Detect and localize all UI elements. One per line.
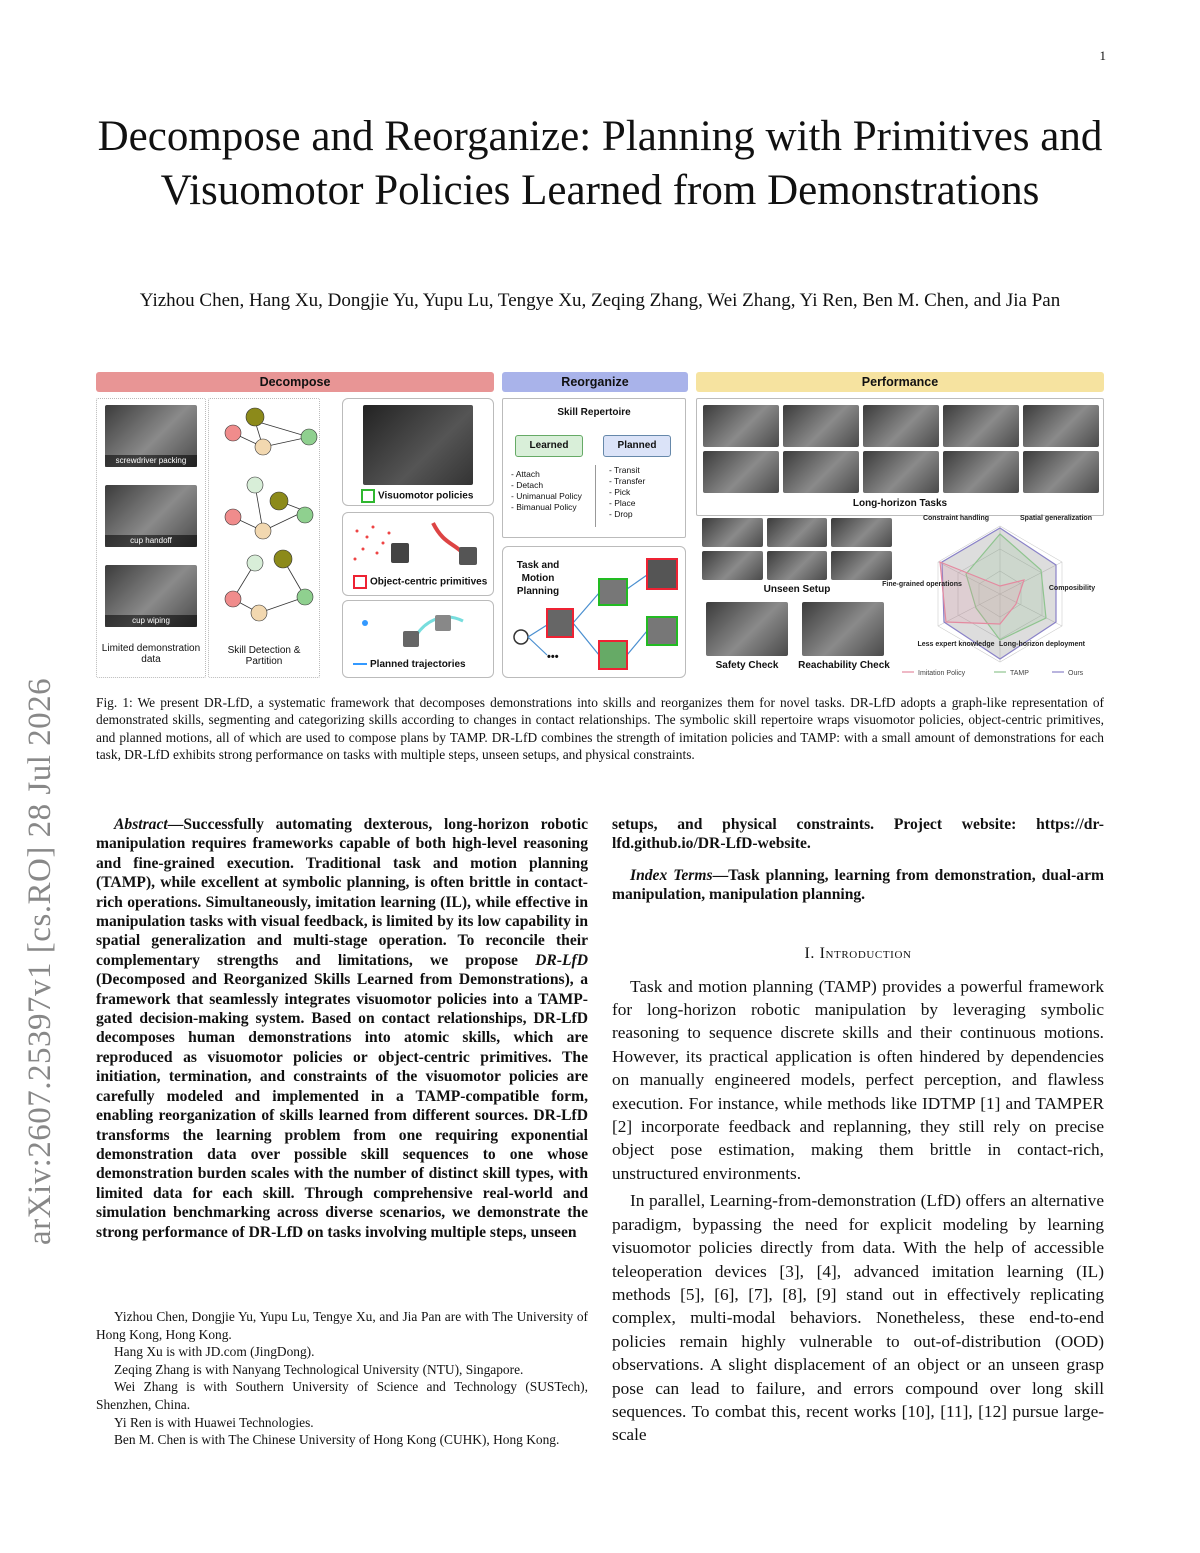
radar-axis-label: Composibility: [1048, 585, 1096, 592]
method-name: DR-LfD: [535, 951, 588, 969]
footnote: Ben M. Chen is with The Chinese University of Hong Kong (CUHK), Hong Kong.: [114, 1432, 560, 1448]
footnotes: [96, 1308, 588, 1449]
unseen-photo: [767, 551, 828, 580]
task-grid: [703, 405, 1099, 493]
learned-badge: Learned: [515, 435, 583, 457]
task-photo: [863, 405, 939, 447]
decompose-header: Decompose: [96, 372, 494, 392]
legend-tamp: TAMP: [1010, 670, 1029, 677]
left-column: [96, 815, 588, 1242]
task-photo: [863, 451, 939, 493]
unseen-photo: [702, 518, 763, 547]
demo-photo: screwdriver packing: [105, 405, 197, 467]
reorganize-header: Reorganize: [502, 372, 688, 392]
divider: [595, 465, 596, 527]
demo-photo: cup wiping: [105, 565, 197, 627]
primitives-label: Object-centric primitives: [353, 575, 487, 589]
abstract-continued: setups, and physical constraints. Project website: https://dr-lfd.github.io/DR-LfD-website.: [612, 816, 1104, 853]
paper-title: Decompose and Reorganize: Planning with Primitives and Visuomotor Policies Learned from Demonstrations: [97, 113, 1103, 214]
task-photo: [703, 451, 779, 493]
radar-chart: [882, 514, 1104, 678]
radar-axis-label: Long-horizon deployment: [999, 641, 1085, 648]
task-photo: [1023, 405, 1099, 447]
trajectory-sketch: [343, 601, 493, 657]
learned-list: - Attach - Detach - Unimanual Policy - Bimanual Policy: [511, 469, 582, 512]
radar-axis-label: Fine-grained operations: [882, 581, 962, 588]
legend-ours: Ours: [1068, 670, 1084, 677]
reorganize-panel: [502, 372, 688, 678]
red-square-icon: [353, 575, 367, 589]
tamp-box: [502, 546, 686, 678]
index-terms: Index Terms—Task planning, learning from demonstration, dual-arm manipulation, manipulation planning.: [612, 866, 1104, 904]
task-photo: [783, 451, 859, 493]
long-horizon-label: Long-horizon Tasks: [852, 498, 948, 509]
arxiv-stamp: arXiv:2607.25397v1 [cs.RO] 28 Jul 2026: [22, 677, 58, 1245]
skill-graph: [209, 399, 319, 629]
limited-data-label: Limited demonstration data: [101, 643, 201, 665]
demo-photo: cup handoff: [105, 485, 197, 547]
section-heading: I. Introduction: [804, 944, 912, 962]
unseen-grid: [702, 518, 892, 580]
reachability-label: Reachability Check: [798, 660, 890, 671]
skill-graph-box: [208, 398, 320, 678]
skill-detection-label: Skill Detection & Partition: [227, 645, 301, 667]
task-photo: [943, 451, 1019, 493]
abstract-lead: Abstract: [114, 816, 168, 833]
performance-header: Performance: [696, 372, 1104, 392]
intro-paragraph: Task and motion planning (TAMP) provides a powerful framework for long-horizon robotic manipulation by leveraging symbolic reasoning to sequence discrete skills and their continuous motions. However, its practical application is often hindered by dependencies on manually engineered models, perfect perception, and flawless execution. For instance, while methods like IDTMP [1] and TAMPER [2] incorporate feedback and replanning, they still rely on precise object pose estimation, making them brittle in contact-rich, unstructured environments.: [612, 976, 1104, 1183]
footnote: Zeqing Zhang is with Nanyang Technological University (NTU), Singapore.: [114, 1361, 524, 1377]
reachability-photo: [802, 602, 884, 656]
task-photo: [703, 405, 779, 447]
line-icon: [353, 663, 367, 665]
primitives-box: [342, 512, 494, 596]
safety-label: Safety Check: [715, 660, 779, 671]
figure-caption: Fig. 1: We present DR-LfD, a systematic framework that decomposes demonstrations into skills and reorganizes them for novel tasks. DR-LfD adopts a graph-like representation of demonstrated skills, segmenting and categorizing skills according to changes in contact relationships. The symbolic skill repertoire wraps visuomotor policies, object-centric primitives, and planned motions, all of which are used to compose plans by TAMP. DR-LfD combines the strength of imitation policies and TAMP: with a small amount of demonstrations for each task, DR-LfD exhibits strong performance on tasks with multiple steps, unseen setups, and physical constraints.: [96, 695, 1104, 762]
unseen-photo: [767, 518, 828, 547]
long-horizon-box: [696, 398, 1104, 516]
skill-repertoire-box: [502, 398, 686, 538]
footnote: Wei Zhang is with Southern University of Science and Technology (SUSTech), Shenzhen, China.: [96, 1379, 588, 1412]
unseen-photo: [831, 518, 892, 547]
visuomotor-label: Visuomotor policies: [361, 489, 473, 503]
abstract: Abstract—Successfully automating dexterous, long-horizon robotic manipulation requires frameworks capable of both high-level reasoning and fine-grained execution. Traditional task and motion planning (TAMP), while excellent at symbolic planning, is often brittle in contact-rich operations. Simultaneously, imitation learning (IL), while effective in manipulation tasks with visual feedback, is limited by its low capability in spatial generalization and multi-stage operation. To reconcile their complementary strengths and limitations, we propose DR-LfD (Decomposed and Reorganized Skills Learned from Demonstrations), a framework that seamlessly integrates visuomotor policies into a TAMP-gated decision-making system. Based on contact relationships, DR-LfD decomposes human demonstrations into atomic skills, which are reproduced as visuomotor policies or object-centric primitives. The initiation, termination, and constraints of the visuomotor policies are carefully modeled and implemented in a TAMP-compatible form, enabling reorganization of skills learned from different sources. DR-LfD transforms the learning problem from one requiring exponential demonstration data over possible skill sequences to one whose demonstration burden scales with the number of distinct skill types, with limited data for each skill. Through comprehensive real-world and simulation benchmarking across diverse scenarios, we demonstrate the strong performance of DR-LfD on tasks involving multiple steps, unseen: [96, 816, 588, 1241]
repertoire-title: Skill Repertoire: [557, 407, 631, 418]
task-photo: [943, 405, 1019, 447]
intro-paragraph: In parallel, Learning-from-demonstration (LfD) offers an alternative paradigm, bypassing the need for explicit modeling by learning visuomotor policies directly from data. With the help of accessible teleoperation devices [3], [4], advanced imitation learning (IL) methods [5], [6], [7], [8], [9] stand out in effectively replicating complex, multi-modal behaviors. Nonetheless, these end-to-end policies remain highly vulnerable to out-of-distribution (OOD) observations. A slight displacement of an object or an unseen grasp pose can lead to failure, and errors compound over long skill sequences. To combat this, recent works [10], [11], [12] pursue large-scale: [612, 1191, 1104, 1445]
task-photo: [783, 405, 859, 447]
trajectories-box: [342, 600, 494, 678]
radar-axis-label: Less expert knowledge: [917, 641, 995, 648]
planned-badge: Planned: [603, 435, 671, 457]
tamp-title: Task and Motion Planning: [516, 560, 560, 597]
planned-list: - Transit - Transfer - Pick - Place - Drop: [609, 465, 646, 519]
demo-data-box: [96, 398, 206, 678]
safety-photo: [706, 602, 788, 656]
unseen-photo: [831, 551, 892, 580]
footnote: Yizhou Chen, Dongjie Yu, Yupu Lu, Tengye Xu, and Jia Pan are with The University of Hong Kong, Hong Kong.: [96, 1309, 588, 1342]
visuomotor-photo: [363, 405, 473, 485]
radar-axis-label: Spatial generalization: [1020, 515, 1092, 522]
legend-imitation: Imitation Policy: [918, 670, 966, 677]
unseen-label: Unseen Setup: [763, 584, 831, 595]
right-column: [612, 815, 1104, 1447]
unseen-photo: [702, 551, 763, 580]
ellipsis: •••: [547, 651, 559, 663]
footnote: Yi Ren is with Huawei Technologies.: [114, 1414, 314, 1430]
green-square-icon: [361, 489, 375, 503]
task-photo: [1023, 451, 1099, 493]
tamp-tree: [503, 547, 685, 677]
visuomotor-box: [342, 398, 494, 506]
footnote: Hang Xu is with JD.com (JingDong).: [114, 1344, 315, 1360]
index-terms-lead: Index Terms: [630, 866, 713, 884]
performance-panel: [696, 372, 1104, 678]
primitives-sketch: [343, 513, 493, 573]
radar-axis-label: Constraint handling: [922, 515, 990, 522]
trajectories-label: Planned trajectories: [353, 659, 466, 670]
page-number: 1: [1099, 48, 1106, 63]
figure-1: [96, 372, 1104, 678]
decompose-panel: [96, 372, 494, 678]
author-list: Yizhou Chen, Hang Xu, Dongjie Yu, Yupu Lu, Tengye Xu, Zeqing Zhang, Wei Zhang, Yi Ren, Ben M. Chen, and Jia Pan: [139, 290, 1061, 311]
